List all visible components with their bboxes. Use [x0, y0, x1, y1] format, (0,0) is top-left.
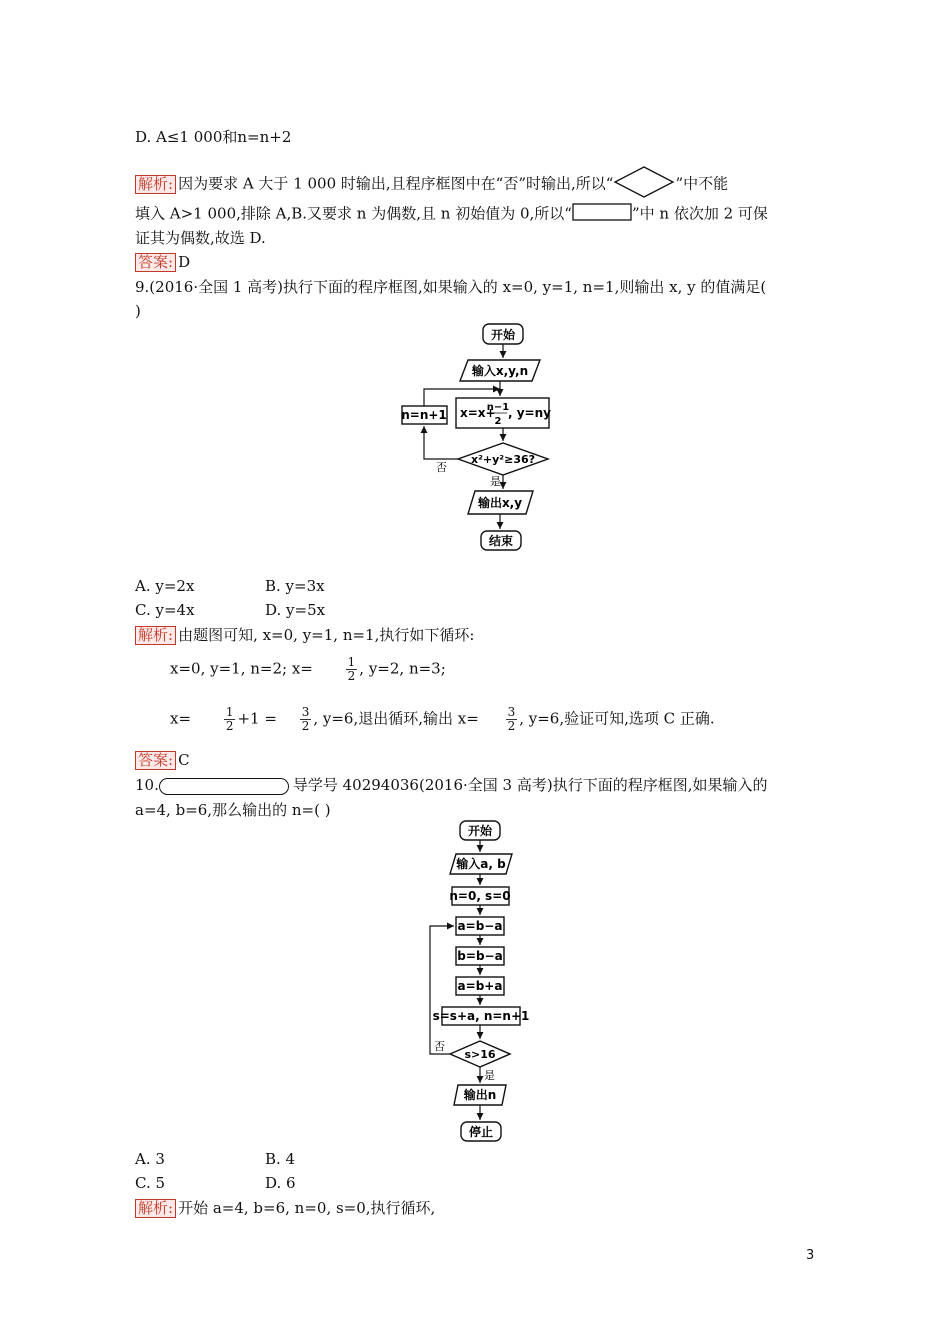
q8-answer-line	[135, 252, 190, 272]
q10-analysis-line1	[135, 1198, 435, 1218]
q9-stem-line1: 9.(2016·全国 1 高考)执行下面的程序框图,如果输入的 x=0, y=1, n=1,则输出 x, y 的值满足(	[135, 278, 767, 296]
answer-tag: 答案:	[135, 751, 176, 770]
fc2-step3	[456, 977, 504, 995]
svg-text:n=n+1: n=n+1	[401, 408, 447, 422]
fc2-step4	[433, 1007, 530, 1025]
svg-text:x=x+: x=x+	[460, 406, 496, 420]
q8-analysis-line2	[135, 203, 768, 226]
svg-text:开始: 开始	[490, 328, 516, 342]
svg-text:a=b+a: a=b+a	[457, 979, 503, 993]
svg-text:x²+y²≥36?: x²+y²≥36?	[470, 453, 536, 466]
q10-stem-line1	[135, 775, 767, 795]
svg-text:s=s+a, n=n+1: s=s+a, n=n+1	[432, 1009, 530, 1023]
svg-text:结束: 结束	[488, 534, 514, 548]
svg-text:停止: 停止	[468, 1125, 494, 1139]
q10-option-a: A. 3	[135, 1150, 165, 1168]
analysis-tag: 解析:	[135, 175, 176, 194]
fc2-no-label: 否	[434, 1040, 445, 1053]
q9-stem-line2: )	[135, 302, 141, 320]
guide-number-badge	[159, 778, 289, 795]
analysis-tag: 解析:	[135, 626, 176, 645]
rectangle-shape-icon	[572, 203, 632, 226]
fraction: $\frac{1}{2}$	[225, 705, 234, 733]
q9-step1-text-b: , y=2, n=3;	[359, 659, 446, 678]
q9-analysis-line1	[135, 625, 474, 645]
svg-text:n−1: n−1	[486, 402, 510, 413]
q9-option-a: A. y=2x	[135, 577, 195, 595]
diamond-shape-icon	[613, 165, 675, 204]
q9-step2-text-c: , y=6,退出循环,输出 x=	[313, 709, 479, 728]
page-number: 3	[806, 1248, 815, 1263]
svg-text:输出x,y: 输出x,y	[477, 496, 523, 510]
q9-step1-text-a: x=0, y=1, n=2; x=	[170, 659, 313, 678]
q8-analysis-text2b: ”中 n 依次加 2 可保	[631, 204, 768, 223]
fraction: $\frac{1}{2}$	[347, 655, 356, 683]
q9-step2-text-d: , y=6,验证可知,选项 C 正确.	[519, 709, 715, 728]
q8-analysis-text1b: ”中不能	[675, 174, 729, 193]
fraction: $\frac{3}{2}$	[507, 705, 516, 733]
fc2-step1	[456, 917, 504, 935]
svg-text:s>16: s>16	[464, 1048, 496, 1061]
fraction: $\frac{3}{2}$	[301, 705, 310, 733]
q8-option-d: D. A≤1 000和n=n+2	[135, 128, 292, 146]
fc2-start	[460, 821, 500, 840]
svg-text:n=0, s=0: n=0, s=0	[449, 889, 511, 903]
svg-text:输入a, b: 输入a, b	[456, 857, 506, 871]
q10-option-c: C. 5	[135, 1174, 166, 1192]
fc2-output	[454, 1085, 506, 1105]
q9-answer-line	[135, 750, 190, 770]
svg-text:2: 2	[494, 416, 502, 427]
svg-text:开始: 开始	[467, 824, 493, 838]
fc1-start	[483, 324, 523, 344]
svg-text:b=b−a: b=b−a	[457, 949, 503, 963]
svg-text:, y=ny: , y=ny	[508, 406, 551, 420]
fc1-end	[481, 531, 521, 550]
q9-step2-text-a: x=	[170, 709, 192, 728]
fc2-step2	[456, 947, 504, 965]
fc2-input	[450, 854, 512, 874]
fc1-process	[456, 398, 551, 428]
q10-stem-text1: 导学号 40294036(2016·全国 3 高考)执行下面的程序框图,如果输入的	[292, 776, 768, 794]
fc1-no-label: 否	[436, 461, 447, 474]
q9-step2	[170, 706, 715, 733]
fc2-end	[461, 1122, 501, 1141]
q9-option-c: C. y=4x	[135, 601, 195, 619]
q9-step2-text-b: +1 =	[237, 709, 277, 728]
q10-number: 10.	[135, 776, 159, 794]
fc2-decision	[450, 1041, 510, 1067]
q10-option-b: B. 4	[265, 1150, 296, 1168]
fc1-input	[460, 360, 540, 381]
q9-answer: C	[178, 751, 190, 769]
fc1-yes-label: 是	[490, 475, 501, 488]
fc1-decision	[458, 443, 548, 475]
answer-tag: 答案:	[135, 253, 176, 272]
q9-step1	[170, 656, 446, 683]
q10-stem-line2: a=4, b=6,那么输出的 n=( )	[135, 801, 331, 819]
q9-option-b: B. y=3x	[265, 577, 325, 595]
svg-text:输出n: 输出n	[463, 1088, 497, 1102]
flowchart-9	[390, 318, 560, 558]
q9-option-d: D. y=5x	[265, 601, 326, 619]
fc2-init	[449, 887, 510, 905]
fc1-output	[468, 491, 533, 514]
q9-analysis-text1: 由题图可知, x=0, y=1, n=1,执行如下循环:	[178, 626, 475, 644]
q8-analysis-line1	[135, 165, 728, 204]
q8-analysis-line3: 证其为偶数,故选 D.	[135, 229, 266, 247]
q8-analysis-text1a: 因为要求 A 大于 1 000 时输出,且程序框图中在“否”时输出,所以“	[178, 174, 614, 193]
svg-text:a=b−a: a=b−a	[457, 919, 503, 933]
fc1-loop	[401, 406, 447, 424]
q10-analysis-text1: 开始 a=4, b=6, n=0, s=0,执行循环,	[178, 1199, 436, 1217]
fc2-yes-label: 是	[484, 1069, 495, 1082]
q10-option-d: D. 6	[265, 1174, 296, 1192]
svg-text:输入x,y,n: 输入x,y,n	[471, 364, 529, 378]
analysis-tag: 解析:	[135, 1199, 176, 1218]
flowchart-10	[420, 815, 530, 1147]
q8-analysis-text2a: 填入 A>1 000,排除 A,B.又要求 n 为偶数,且 n 初始值为 0,所以“	[135, 204, 572, 223]
q8-answer: D	[178, 253, 191, 271]
